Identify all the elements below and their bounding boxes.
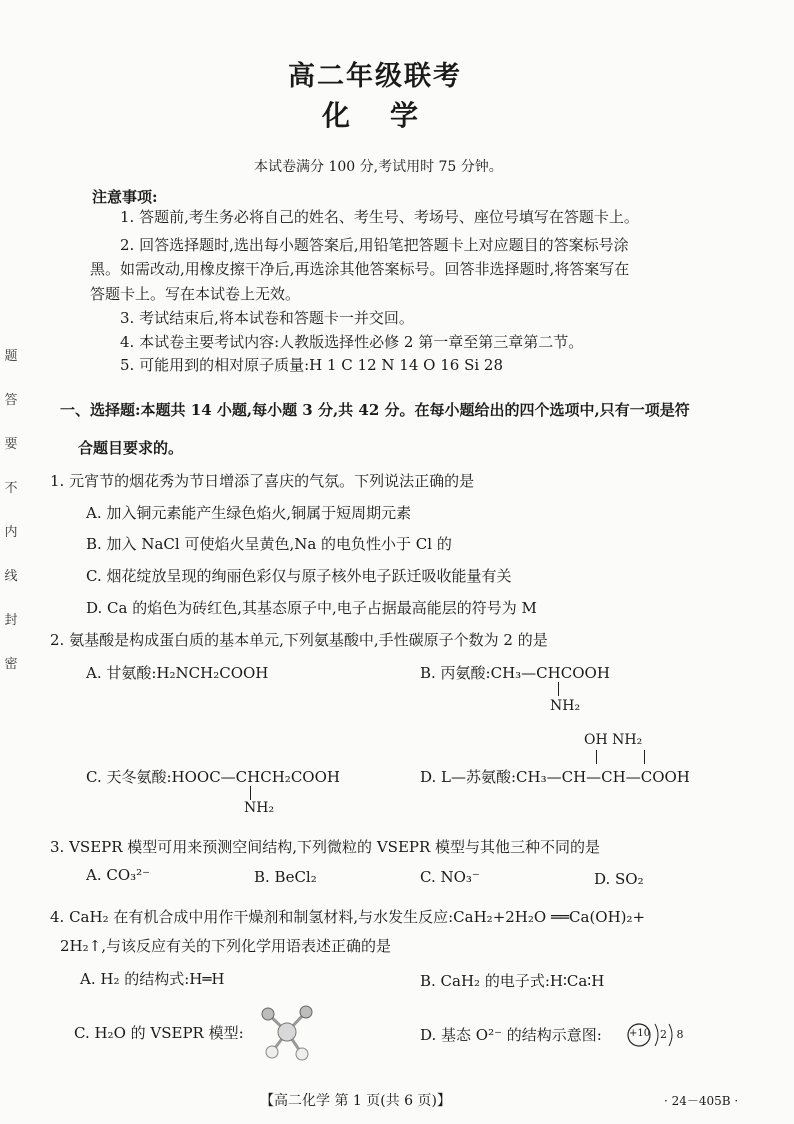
q1-option-d: D. Ca 的焰色为砖红色,其基态原子中,电子占据最高能层的符号为 M [86,599,537,617]
q2-b-substituent: NH₂ [550,698,581,714]
q3-stem: 3. VSEPR 模型可用来预测空间结构,下列微粒的 VSEPR 模型与其他三种不同的是 [50,838,601,856]
side-char: 答 [4,393,18,408]
q2-option-c: C. 天冬氨酸:HOOC—CHCH₂COOH [86,768,340,786]
q4-option-c: C. H₂O 的 VSEPR 模型: [74,1024,244,1042]
q2-stem: 2. 氨基酸是构成蛋白质的基本单元,下列氨基酸中,手性碳原子个数为 2 的是 [50,631,548,649]
section-heading-cont: 合题目要求的。 [78,439,184,457]
note-3: 3. 考试结束后,将本试卷和答题卡一并交回。 [120,309,414,327]
q4-option-a: A. H₂ 的结构式:H═H [80,970,225,988]
q4-option-b: B. CaH₂ 的电子式:H∶Ca∶H [420,972,605,990]
binding-margin-text [2,345,20,697]
q2-option-a: A. 甘氨酸:H₂NCH₂COOH [86,664,269,682]
page-title: 高二年级联考 [288,61,462,92]
q3-option-d: D. SO₂ [594,870,644,888]
q3-option-b: B. BeCl₂ [254,868,317,886]
note-2a: 2. 回答选择题时,选出每小题答案后,用铅笔把答题卡上对应题目的答案标号涂 [120,236,629,254]
q4-option-d: D. 基态 O²⁻ 的结构示意图: [420,1026,602,1044]
q3-option-a: A. CO₃²⁻ [86,866,151,884]
note-1: 1. 答题前,考生务必将自己的姓名、考生号、考场号、座位号填写在答题卡上。 [120,208,639,226]
side-char: 题 [4,349,18,364]
q2-d-bond-1 [596,750,597,764]
q2-option-d: D. L—苏氨酸:CH₃—CH—CH—COOH [420,768,690,786]
electron-shells: 2 8 [660,1028,684,1041]
vsepr-model-image [258,1002,316,1062]
q2-option-b: B. 丙氨酸:CH₃—CHCOOH [420,664,610,682]
q1-stem: 1. 元宵节的烟花秀为节日增添了喜庆的气氛。下列说法正确的是 [50,472,475,490]
q3-option-c: C. NO₃⁻ [420,868,480,886]
note-2c: 答题卡上。写在本试卷上无效。 [90,285,301,303]
section-heading: 一、选择题:本题共 14 小题,每小题 3 分,共 42 分。在每小题给出的四个选项中,只有一项是符 [60,401,690,419]
q2-c-substituent: NH₂ [244,800,275,816]
side-char: 内 [4,525,18,540]
page-footer: 【高二化学 第 1 页(共 6 页)】 [260,1093,451,1109]
q4-stem-cont: 2H₂↑,与该反应有关的下列化学用语表述正确的是 [60,937,391,955]
q2-d-substituents: OH NH₂ [584,732,643,748]
notes-heading: 注意事项: [92,188,158,206]
q4-stem: 4. CaH₂ 在有机合成中用作干燥剂和制氢材料,与水发生反应:CaH₂+2H₂O ══Ca(OH)₂+ [50,908,646,926]
q1-option-b: B. 加入 NaCl 可使焰火呈黄色,Na 的电负性小于 Cl 的 [86,535,452,553]
side-char: 封 [4,613,18,628]
note-2b: 黑。如需改动,用橡皮擦干净后,再选涂其他答案标号。回答非选择题时,将答案写在 [90,260,630,278]
side-char: 要 [4,437,18,452]
side-char: 密 [4,657,18,672]
q1-option-a: A. 加入铜元素能产生绿色焰火,铜属于短周期元素 [86,504,412,522]
q2-b-bond [558,682,559,696]
q2-c-bond [250,786,251,800]
note-4: 4. 本试卷主要考试内容:人教版选择性必修 2 第一章至第三章第二节。 [120,333,584,351]
subject-title: 化学 [322,99,459,132]
nucleus-charge: +10 [629,1028,651,1039]
side-char: 线 [4,569,18,584]
q1-option-c: C. 烟花绽放呈现的绚丽色彩仅与原子核外电子跃迁吸收能量有关 [86,567,512,585]
exam-info: 本试卷满分 100 分,考试用时 75 分钟。 [254,159,503,175]
q2-d-bond-2 [644,750,645,764]
note-5: 5. 可能用到的相对原子质量:H 1 C 12 N 14 O 16 Si 28 [120,356,503,374]
paper-code: · 24－405B · [664,1094,739,1108]
side-char: 不 [4,481,18,496]
